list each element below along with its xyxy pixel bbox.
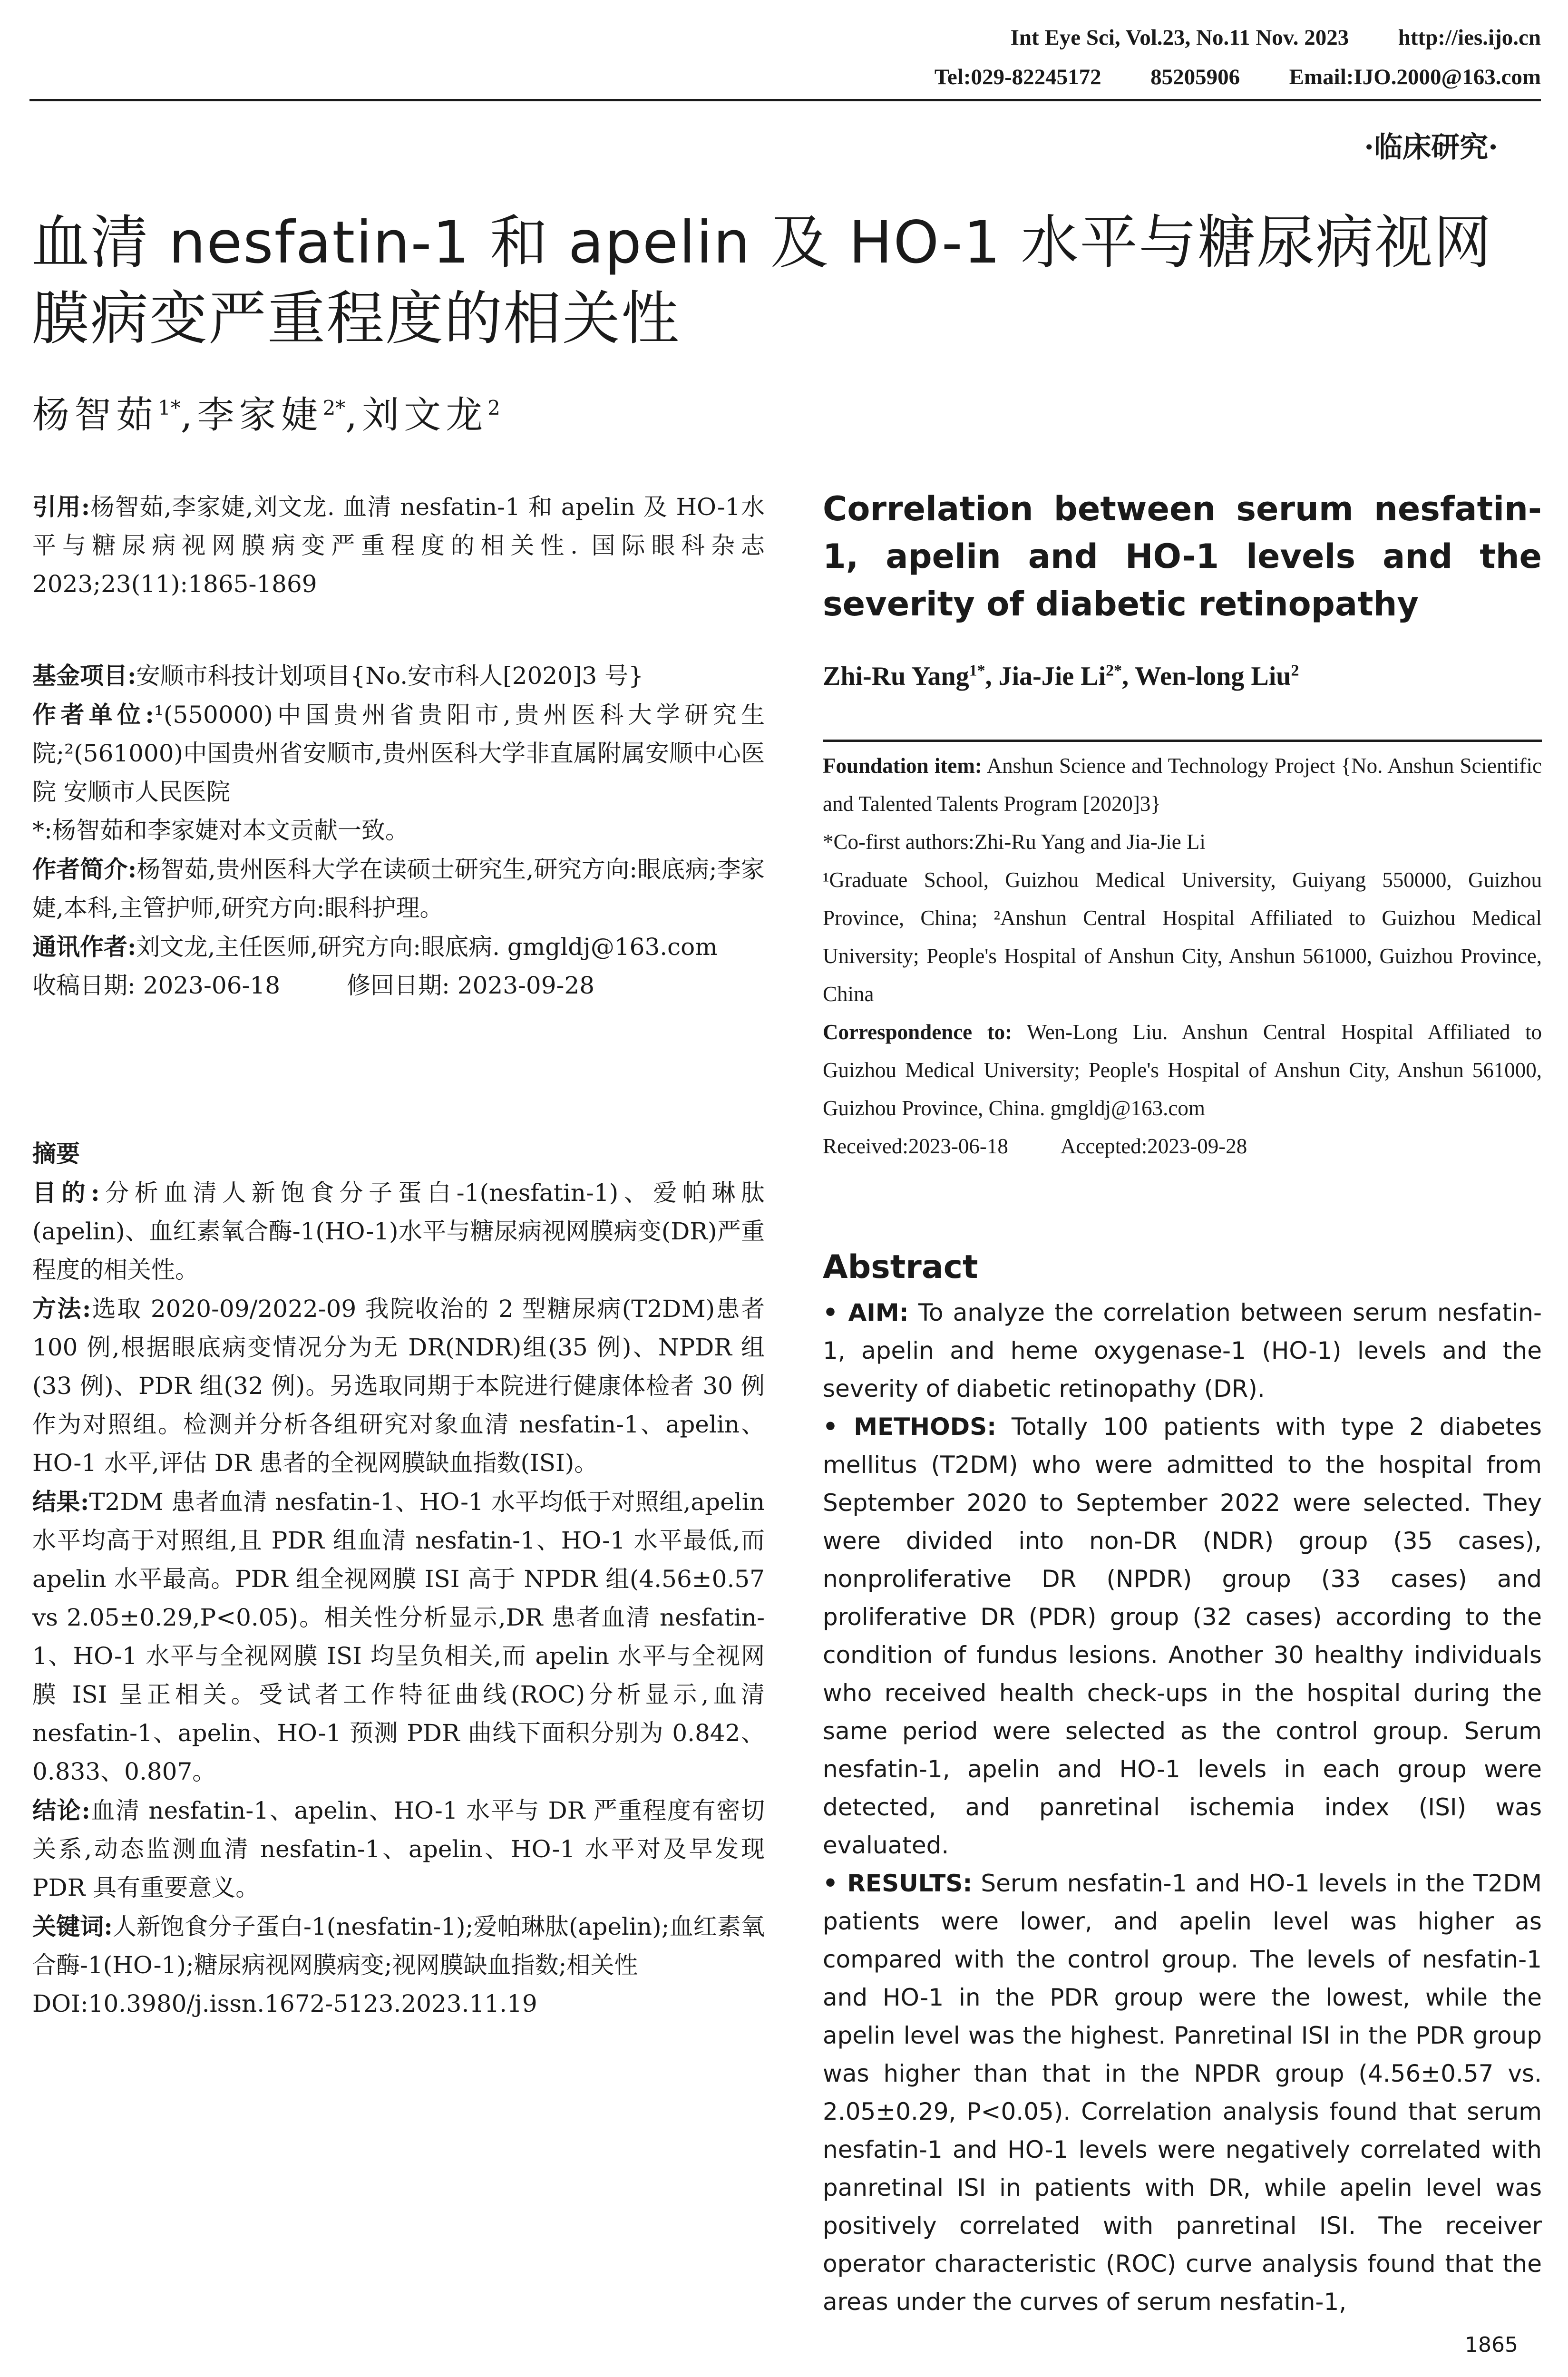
- keywords-cn-label: 关键词:: [32, 1912, 113, 1940]
- methods-en-text: Totally 100 patients with type 2 diabetes mellitus (T2DM) who were admitted to the hospital from September 2020 to September 2022 were selected. They were divided into non-DR (NDR) group (35 cases), nonproliferative DR (NPDR) group (33 cases) and proliferative DR (PDR) group (32 cases) according to the condition of fundus lesions. Another 30 healthy individuals who received health check-ups in the hospital during the same period were selected as the control group. Serum nesfatin-1, apelin and HO-1 levels in each group were detected, and panretinal ischemia index (ISI) was evaluated.: [823, 1413, 1542, 1859]
- author-1: 杨智茹: [32, 394, 158, 437]
- author-3-sup: 2: [487, 396, 500, 419]
- corr-en-text: Wen-Long Liu. Anshun Central Hospital Affiliated to Guizhou Medical University; People's Hospital of Anshun City, Anshun 561000, Guizhou Province, China. gmgldj@163.com: [823, 1020, 1542, 1120]
- results-en-text: Serum nesfatin-1 and HO-1 levels in the T2DM patients were lower, and apelin level was higher as compared with the control group. The levels of nesfatin-1 and HO-1 in the PDR group were the lowest, while the apelin level was the highest. Panretinal ISI in the PDR group was higher than that in the NPDR group (4.56±0.57 vs. 2.05±0.29, P<0.05). Correlation analysis found that serum nesfatin-1 and HO-1 levels were negatively correlated with panretinal ISI in patients with DR, while apelin level was positively correlated with panretinal ISI. The receiver operator characteristic (ROC) curve analysis found that the areas under the curves of serum nesfatin-1,: [823, 1870, 1542, 2316]
- abstract-en: [823, 1294, 1542, 2321]
- authors-rule: [823, 740, 1542, 742]
- authors-cn: [32, 385, 500, 438]
- aim-en-text: To analyze the correlation between serum nesfatin-1, apelin and heme oxygenase-1 (HO-1) levels and the severity of diabetic retinopathy (DR).: [823, 1299, 1542, 1403]
- doi-text[interactable]: DOI:10.3980/j.issn.1672-5123.2023.11.19: [32, 1990, 537, 2017]
- unit-label: 作者单位:: [32, 701, 154, 729]
- author-en-1-sup: 1*: [969, 662, 985, 680]
- journal-email[interactable]: Email:IJO.2000@163.com: [1289, 65, 1541, 89]
- revised-date: 修回日期: 2023-09-28: [347, 972, 595, 999]
- results-cn-text: T2DM 患者血清 nesfatin-1、HO-1 水平均低于对照组,apelin 水平均高于对照组,且 PDR 组血清 nesfatin-1、HO-1 水平最低,而 apelin 水平最高。PDR 组全视网膜 ISI 高于 NPDR 组(4.56±0.57 vs 2.05±0.29,P<0.05)。相关性分析显示,DR 患者血清 nesfatin-1、HO-1 水平与全视网膜 ISI 均呈负相关,而 apelin 水平与全视网膜 ISI 呈正相关。受试者工作特征曲线(ROC)分析显示,血清 nesfatin-1、apelin、HO-1 预测 PDR 曲线下面积分别为 0.842、0.833、0.807。: [32, 1488, 765, 1785]
- results-cn-label: 结果:: [32, 1488, 89, 1516]
- author-en-2-sup: 2*: [1106, 662, 1122, 680]
- conclusion-cn-text: 血清 nesfatin-1、apelin、HO-1 水平与 DR 严重程度有密切关系,动态监测血清 nesfatin-1、apelin、HO-1 水平对及早发现 PDR 具有重要意义。: [32, 1797, 765, 1901]
- aim-en-label: • AIM:: [823, 1299, 909, 1326]
- results-en-label: • RESULTS:: [823, 1870, 973, 1897]
- cite-label: 引用:: [32, 493, 90, 521]
- aim-cn-text: 分析血清人新饱食分子蛋白-1(nesfatin-1)、爱帕琳肽(apelin)、血红素氧合酶-1(HO-1)水平与糖尿病视网膜病变(DR)严重程度的相关性。: [32, 1179, 765, 1284]
- article-title-cn: 血清 nesfatin-1 和 apelin 及 HO-1 水平与糖尿病视网膜病变严重程度的相关性: [31, 209, 1493, 352]
- keywords-cn-text: 人新饱食分子蛋白-1(nesfatin-1);爱帕琳肽(apelin);血红素氧合酶-1(HO-1);糖尿病视网膜病变;视网膜缺血指数;相关性: [32, 1913, 765, 1979]
- author-en-3: Wen-long Liu: [1135, 662, 1291, 691]
- author-2: 李家婕: [197, 394, 323, 437]
- affiliations-en: ¹Graduate School, Guizhou Medical University, Guiyang 550000, Guizhou Province, China; ²Anshun Central Hospital Affiliated to Guizhou Medical University; People's Hospital of Anshun City, Anshun 561000, Guizhou Province, China: [823, 868, 1542, 1006]
- page-number: 1865: [1465, 2333, 1518, 2357]
- author-3: 刘文龙: [362, 394, 488, 437]
- corr-en-label: Correspondence to:: [823, 1020, 1013, 1044]
- corr-label: 通讯作者:: [32, 933, 136, 961]
- fund-en-label: Foundation item:: [823, 754, 982, 778]
- bio-text: 杨智茹,贵州医科大学在读硕士研究生,研究方向:眼底病;李家婕,本科,主管护师,研究方向:眼科护理。: [32, 856, 765, 922]
- section-tag: ·临床研究·: [1364, 131, 1498, 164]
- journal-tel: Tel:029-82245172: [934, 65, 1101, 89]
- article-info-en: [823, 747, 1542, 1165]
- journal-citation: Int Eye Sci, Vol.23, No.11 Nov. 2023: [1010, 25, 1349, 50]
- methods-cn-text: 选取 2020-09/2022-09 我院收治的 2 型糖尿病(T2DM)患者 100 例,根据眼底病变情况分为无 DR(NDR)组(35 例)、NPDR 组(33 例)、PDR 组(32 例)。另选取同期于本院进行健康体检者 30 例作为对照组。检测并分析各组研究对象血清 nesfatin-1、apelin、HO-1 水平,评估 DR 患者的全视网膜缺血指数(ISI)。: [32, 1295, 765, 1477]
- methods-cn-label: 方法:: [32, 1295, 91, 1323]
- cofirst-en-note: *Co-first authors:Zhi-Ru Yang and Jia-Jie Li: [823, 830, 1206, 854]
- author-sep: ,: [180, 394, 197, 437]
- fund-en-text: Anshun Science and Technology Project {No. Anshun Scientific and Talented Talents Program [2020]3}: [823, 754, 1542, 816]
- authors-en: [823, 661, 1542, 692]
- abstract-cn: [32, 1134, 765, 2023]
- author-en-sep: ,: [1122, 662, 1135, 691]
- header-rule: [29, 99, 1541, 101]
- received-date: 收稿日期: 2023-06-18: [32, 972, 281, 999]
- author-1-sup: 1*: [158, 396, 181, 419]
- journal-header-line2: [875, 64, 1541, 90]
- abstract-en-heading: Abstract: [823, 1248, 978, 1286]
- cite-text: 杨智茹,李家婕,刘文龙. 血清 nesfatin-1 和 apelin 及 HO-1水平与糖尿病视网膜病变严重程度的相关性. 国际眼科杂志 2023;23(11):1865-1869: [32, 493, 765, 598]
- journal-header-line1: [875, 25, 1541, 50]
- journal-tel2: 85205906: [1150, 65, 1240, 89]
- author-2-sup: 2*: [322, 396, 346, 419]
- journal-url[interactable]: http://ies.ijo.cn: [1398, 25, 1541, 50]
- aim-cn-label: 目的:: [32, 1179, 100, 1207]
- article-info-cn: [32, 656, 765, 1005]
- unit-text: ¹(550000)中国贵州省贵阳市,贵州医科大学研究生院;²(561000)中国贵州省安顺市,贵州医科大学非直属附属安顺中心医院 安顺市人民医院: [32, 701, 765, 806]
- fund-text: 安顺市科技计划项目{No.安市科人[2020]3 号}: [136, 662, 643, 690]
- citation-block: [32, 487, 765, 604]
- author-en-3-sup: 2: [1291, 662, 1299, 680]
- abstract-cn-heading: 摘要: [32, 1140, 80, 1168]
- received-en: Received:2023-06-18: [823, 1134, 1008, 1158]
- fund-label: 基金项目:: [32, 662, 136, 690]
- cofirst-note: *:杨智茹和李家婕对本文贡献一致。: [32, 817, 409, 844]
- methods-en-label: • METHODS:: [823, 1413, 997, 1441]
- author-sep: ,: [345, 394, 362, 437]
- author-en-sep: ,: [985, 662, 999, 691]
- author-en-2: Jia-Jie Li: [998, 662, 1106, 691]
- corr-text: 刘文龙,主任医师,研究方向:眼底病. gmgldj@163.com: [136, 933, 718, 961]
- accepted-en: Accepted:2023-09-28: [1060, 1134, 1247, 1158]
- article-title-en: Correlation between serum nesfatin-1, apelin and HO-1 levels and the severity of diabetic retinopathy: [823, 489, 1542, 623]
- conclusion-cn-label: 结论:: [32, 1796, 90, 1824]
- bio-label: 作者简介:: [32, 855, 137, 883]
- author-en-1: Zhi-Ru Yang: [823, 662, 969, 691]
